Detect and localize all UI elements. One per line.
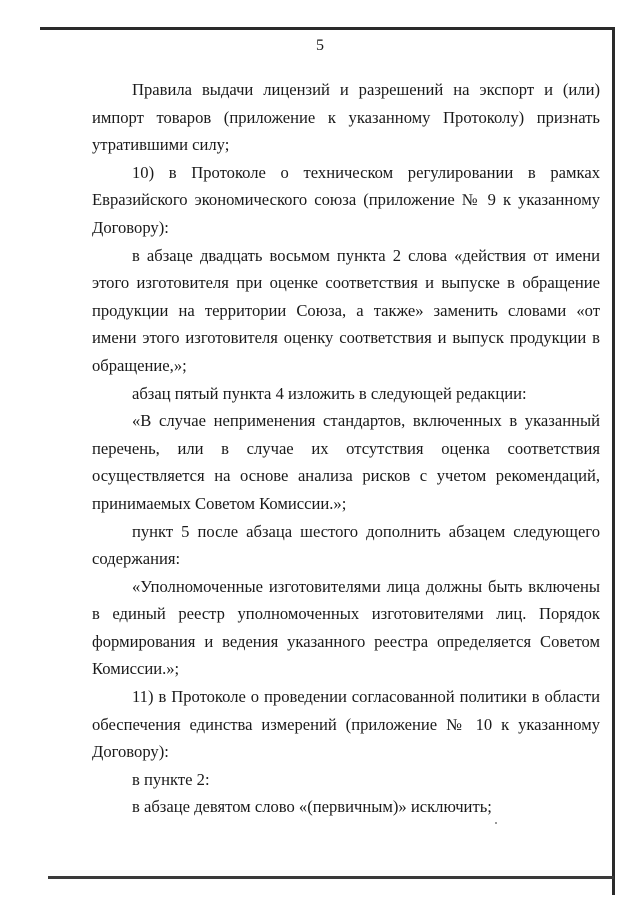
paragraph: абзац пятый пункта 4 изложить в следующей редакции: xyxy=(132,383,527,403)
paragraph: в пункте 2: xyxy=(132,769,210,789)
paragraph: 11) в Протоколе о проведении согласованной политики в области обеспечения единства измерений (приложение № 10 к указанному Договору): xyxy=(92,687,600,762)
paragraph: в абзаце девятом слово «(первичным)» исключить; xyxy=(132,797,492,817)
scan-border-top xyxy=(40,27,614,30)
scan-border-bottom xyxy=(48,876,614,879)
paragraph: «Уполномоченные изготовителями лица должны быть включены в единый реестр уполномоченных изготовителями лиц. Порядок формирования и ведения указанного реестра определяется Советом Комиссии.»; xyxy=(92,576,600,679)
paragraph: 10) в Протоколе о техническом регулировании в рамках Евразийского экономического союза (приложение № 9 к указанному Договору): xyxy=(92,162,600,237)
scan-border-right xyxy=(612,27,615,895)
document-body xyxy=(92,76,600,821)
paragraph: пункт 5 после абзаца шестого дополнить абзацем следующего содержания: xyxy=(92,521,600,569)
paragraph: «В случае неприменения стандартов, включенных в указанный перечень, или в случае их отсутствия оценка соответствия осуществляется на основе анализа рисков с учетом рекомендаций, принимаемых Советом Комиссии.»; xyxy=(92,411,600,513)
paragraph: в абзаце двадцать восьмом пункта 2 слова «действия от имени этого изготовителя при оценке соответствия и выпуске в обращение продукции на территории Союза, а также» заменить словами «от имени этого изготовителя оценку соответствия и выпуск продукции в обращение,»; xyxy=(92,245,600,375)
page-number: 5 xyxy=(316,37,324,54)
paragraph: Правила выдачи лицензий и разрешений на экспорт и (или) импорт товаров (приложение к указанному Протоколу) признать утратившими силу; xyxy=(92,80,600,155)
scan-speck xyxy=(495,822,497,824)
